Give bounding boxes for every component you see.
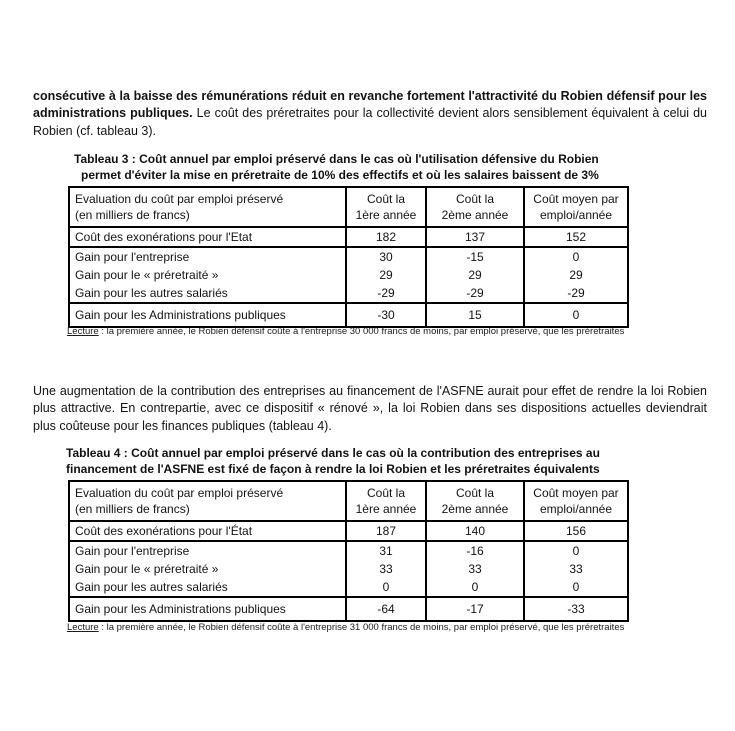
cell-value: 29 (524, 266, 628, 284)
table-row (69, 284, 628, 303)
cell-value: -17 (426, 597, 524, 621)
header-line: Coût la (366, 486, 406, 500)
table4-header-cout-2eme-annee (426, 481, 524, 521)
table4-title (66, 446, 641, 477)
header-line: 2ème année (441, 502, 509, 516)
table4-title-line2: financement de l'ASFNE est fixé de façon à rendre la loi Robien et les préretraites équivalents (66, 461, 600, 476)
table4-header-evaluation (69, 481, 346, 521)
table-row (69, 521, 628, 541)
cell-value: 33 (346, 560, 426, 578)
row-label: Gain pour les Administrations publiques (69, 303, 346, 327)
table3-title-line1: Tableau 3 : Coût annuel par emploi préservé dans le cas où l'utilisation défensive du Robien (74, 152, 599, 166)
cell-value: 0 (524, 578, 628, 597)
table3-header-row (69, 187, 628, 227)
header-line: (en milliers de francs) (75, 208, 190, 222)
cell-value: 156 (524, 521, 628, 541)
cell-value: -16 (426, 541, 524, 560)
table4-lecture-note (67, 622, 695, 635)
table3-title (74, 152, 639, 183)
table3-lecture-note (67, 326, 695, 339)
cell-value: -33 (524, 597, 628, 621)
cell-value: 0 (426, 578, 524, 597)
table3-header-cout-moyen (524, 187, 628, 227)
cell-value: 182 (346, 227, 426, 247)
header-line: 2ème année (441, 208, 509, 222)
cell-value: 33 (524, 560, 628, 578)
row-label: Gain pour le « préretraité » (69, 266, 346, 284)
cell-value: -29 (346, 284, 426, 303)
table3 (68, 186, 629, 328)
row-label: Gain pour le « préretraité » (69, 560, 346, 578)
cell-value: 187 (346, 521, 426, 541)
cell-value: -15 (426, 247, 524, 266)
header-line: Coût la (366, 192, 406, 206)
table-row (69, 247, 628, 266)
row-label: Gain pour l'entreprise (69, 541, 346, 560)
cell-value: 15 (426, 303, 524, 327)
table3-header-evaluation (69, 187, 346, 227)
cell-value: 152 (524, 227, 628, 247)
row-label: Gain pour les autres salariés (69, 284, 346, 303)
table4-title-line1: Tableau 4 : Coût annuel par emploi préservé dans le cas où la contribution des entreprises au (66, 446, 600, 460)
paragraph-1-bold-text: consécutive à la baisse des rémunérations réduit en revanche fortement l'attractivité du Robien défensif pour les administrations publiques. (33, 88, 707, 120)
row-label: Gain pour l'entreprise (69, 247, 346, 266)
header-line: emploi/année (539, 502, 613, 516)
row-label: Gain pour les Administrations publiques (69, 597, 346, 621)
table-row (69, 303, 628, 327)
table-row (69, 597, 628, 621)
body-paragraph-2: Une augmentation de la contribution des entreprises au financement de l'ASFNE aurait pour effet de rendre la loi Robien plus attractive. En contrepartie, avec ce dispositif « rénové », la loi Robien dans ses dispositions actuelles deviendrait plus coûteuse pour les finances publiques (tableau 4). (33, 383, 707, 433)
header-line: Coût la (455, 192, 495, 206)
table-row (69, 560, 628, 578)
cell-value: 33 (426, 560, 524, 578)
table4-header-cout-1ere-annee (346, 481, 426, 521)
cell-value: 140 (426, 521, 524, 541)
header-line: emploi/année (539, 208, 613, 222)
body-paragraph-1 (33, 88, 707, 141)
header-line: 1ère année (355, 502, 417, 516)
row-label: Coût des exonérations pour l'Etat (69, 227, 346, 247)
header-line: 1ère année (355, 208, 417, 222)
header-line: (en milliers de francs) (75, 502, 190, 516)
header-line: Coût moyen par (533, 486, 619, 500)
header-line: Evaluation du coût par emploi préservé (75, 486, 284, 500)
row-label: Coût des exonérations pour l'État (69, 521, 346, 541)
header-line: Evaluation du coût par emploi préservé (75, 192, 284, 206)
table-row (69, 227, 628, 247)
row-label: Gain pour les autres salariés (69, 578, 346, 597)
table3-header-cout-2eme-annee (426, 187, 524, 227)
cell-value: 29 (426, 266, 524, 284)
table-row (69, 541, 628, 560)
lecture-text: : la première année, le Robien défensif coûte à l'entreprise 31 000 francs de moins, par emploi préservé, que les préretraites (98, 621, 625, 633)
cell-value: -29 (426, 284, 524, 303)
cell-value: 0 (346, 578, 426, 597)
cell-value: 29 (346, 266, 426, 284)
lecture-label: Lecture (67, 325, 99, 337)
cell-value: 137 (426, 227, 524, 247)
table-row (69, 578, 628, 597)
header-line: Coût moyen par (533, 192, 619, 206)
cell-value: -29 (524, 284, 628, 303)
table3-header-cout-1ere-annee (346, 187, 426, 227)
table4 (68, 480, 629, 622)
cell-value: 0 (524, 541, 628, 560)
lecture-label: Lecture (67, 621, 99, 633)
cell-value: -30 (346, 303, 426, 327)
paragraph-1-normal-text: Le coût des préretraites pour la collectivité devient alors sensiblement équivalent à celui du Robien (cf. tableau 3). (33, 106, 707, 138)
cell-value: 31 (346, 541, 426, 560)
cell-value: 0 (524, 247, 628, 266)
table4-header-row (69, 481, 628, 521)
table-row (69, 266, 628, 284)
header-line: Coût la (455, 486, 495, 500)
lecture-text: : la première année, le Robien défensif coûte à l'entreprise 30 000 francs de moins, par emploi préservé, que les préretraites (98, 325, 625, 337)
table3-title-line2: permet d'éviter la mise en préretraite de 10% des effectifs et où les salaires baissent de 3% (81, 167, 599, 182)
cell-value: -64 (346, 597, 426, 621)
table4-header-cout-moyen (524, 481, 628, 521)
cell-value: 30 (346, 247, 426, 266)
cell-value: 0 (524, 303, 628, 327)
